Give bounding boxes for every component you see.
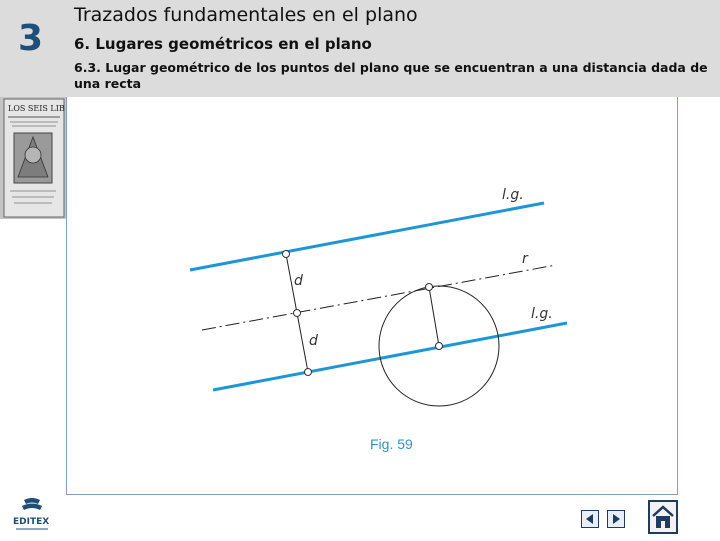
point-top (283, 251, 290, 258)
label-lg-top: l.g. (502, 187, 524, 203)
next-arrow-icon (608, 511, 624, 527)
chapter-number: 3 (18, 18, 44, 59)
publisher-logo-text: EDITEX (13, 517, 50, 527)
figure-caption: Fig. 59 (370, 436, 413, 452)
next-button[interactable] (607, 510, 625, 528)
editex-logo (10, 496, 54, 536)
subsection-title: 6.3. Lugar geométrico de los puntos del plano que se encuentran a una distancia dada de una recta (74, 60, 708, 91)
circle-radius-segment (429, 287, 439, 346)
point-middle (294, 310, 301, 317)
point-circle-center (436, 343, 443, 350)
section-title: 6. Lugares geométricos en el plano (74, 35, 372, 53)
locus-line-top (190, 203, 544, 270)
book-cover-text: LOS SEIS LIB (8, 104, 65, 113)
prev-arrow-icon (582, 511, 598, 527)
reference-line-r (202, 265, 556, 330)
home-icon (650, 502, 676, 532)
label-d-lower: d (309, 333, 318, 349)
label-d-upper: d (294, 273, 303, 289)
point-bottom (305, 369, 312, 376)
home-button[interactable] (648, 500, 678, 534)
label-lg-bottom: l.g. (531, 306, 553, 322)
prev-button[interactable] (581, 510, 599, 528)
label-r: r (522, 251, 528, 267)
page-title: Trazados fundamentales en el plano (74, 4, 418, 26)
point-tangent (426, 284, 433, 291)
